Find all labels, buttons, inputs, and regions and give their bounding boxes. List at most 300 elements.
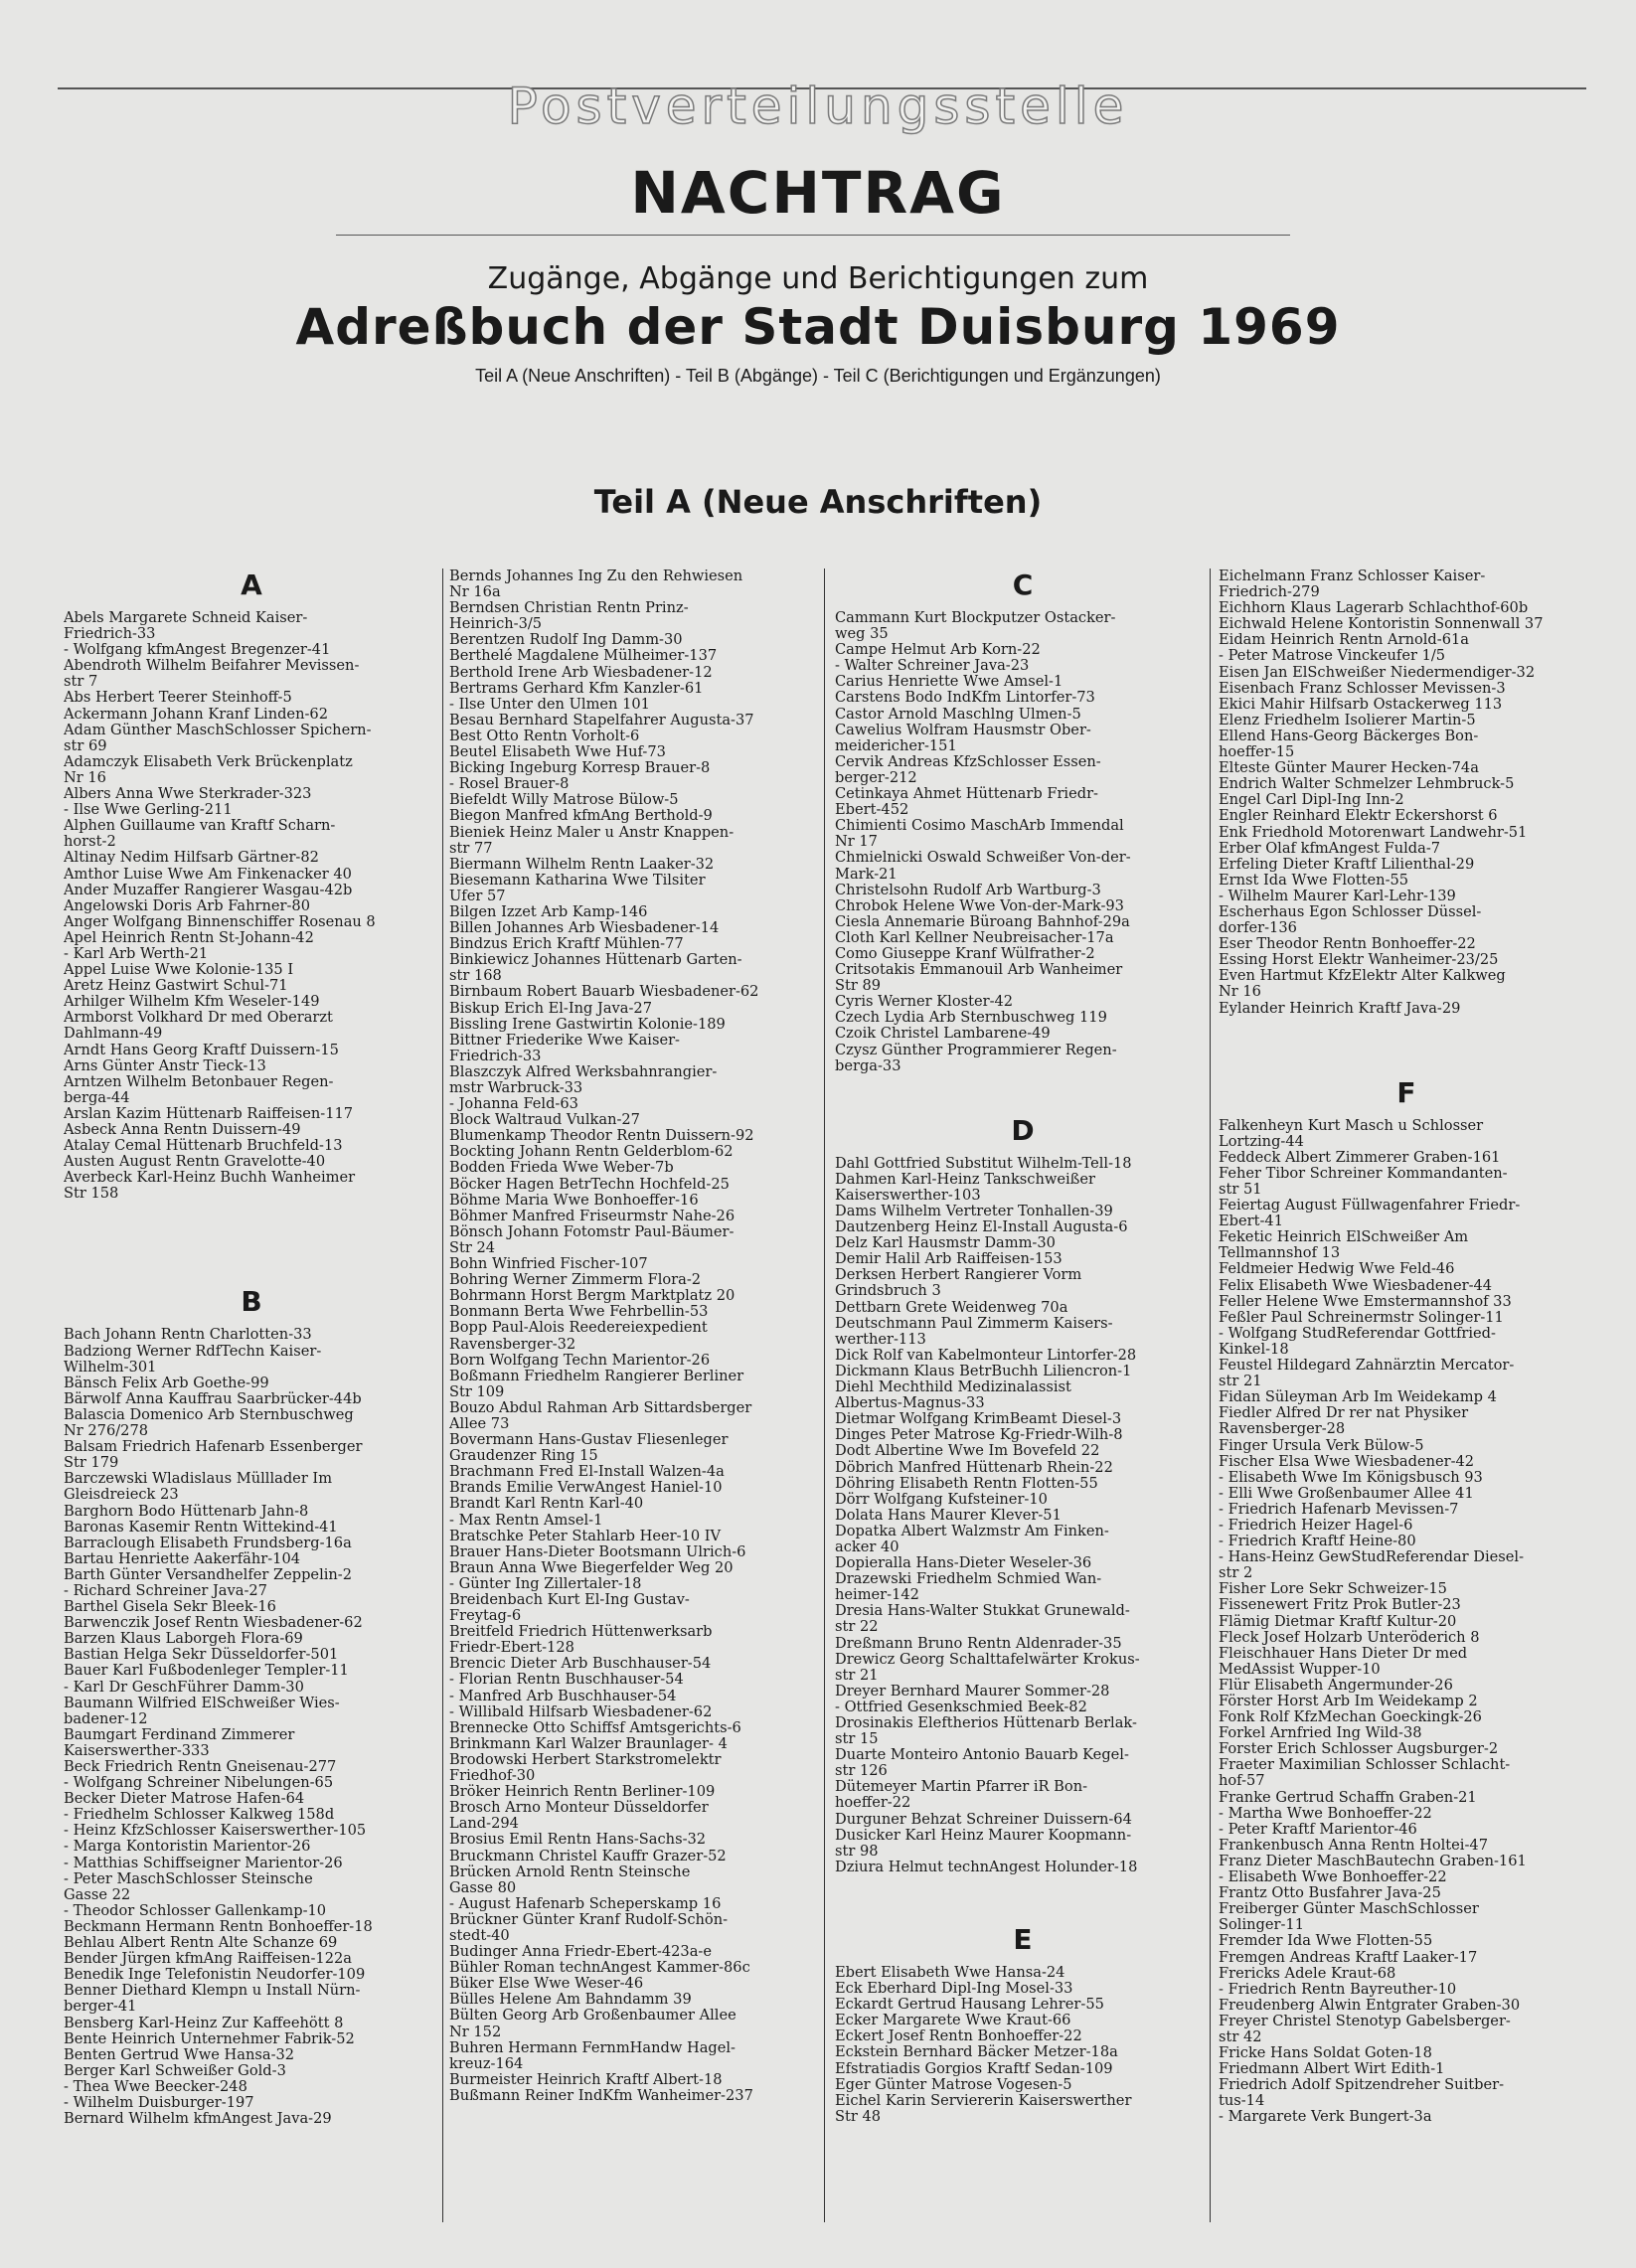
directory-entry: Beckmann Hermann Rentn Bonhoeffer-18: [64, 1917, 373, 1935]
directory-entry: Nr 16: [1219, 983, 1261, 1001]
directory-entry: - Friedrich Hafenarb Mevissen-7: [1219, 1500, 1459, 1518]
directory-entry: Dams Wilhelm Vertreter Tonhallen-39: [835, 1203, 1113, 1219]
directory-entry: Bröker Heinrich Rentn Berliner-109: [449, 1783, 716, 1801]
directory-entry: Nr 276/278: [64, 1422, 149, 1440]
directory-entry: Eser Theodor Rentn Bonhoeffer-22: [1219, 935, 1476, 953]
letter-heading: C: [1012, 568, 1034, 601]
directory-entry: Biefeldt Willy Matrose Bülow-5: [449, 791, 679, 809]
directory-entry: Best Otto Rentn Vorholt-6: [449, 727, 640, 744]
directory-entry: Dickmann Klaus BetrBuchh Liliencron-1: [835, 1362, 1132, 1379]
directory-entry: Cawelius Wolfram Hausmstr Ober-: [835, 721, 1091, 738]
directory-entry: Dusicker Karl Heinz Maurer Koopmann-: [835, 1826, 1132, 1844]
directory-entry: - Elisabeth Wwe Im Königsbusch 93: [1219, 1468, 1483, 1486]
directory-entry: Arndt Hans Georg Kraftf Duissern-15: [64, 1041, 339, 1058]
directory-entry: Brandt Karl Rentn Karl-40: [449, 1495, 644, 1513]
directory-entry: Breidenbach Kurt El-Ing Gustav-: [449, 1591, 690, 1608]
directory-entry: Angelowski Doris Arb Fahrner-80: [64, 896, 310, 914]
directory-entry: Tellmannshof 13: [1219, 1244, 1341, 1262]
directory-entry: Abendroth Wilhelm Beifahrer Mevissen-: [64, 657, 360, 675]
directory-entry: Cervik Andreas KfzSchlosser Essen-: [835, 752, 1101, 770]
directory-entry: Heinrich-3/5: [449, 615, 543, 633]
directory-entry: Balsam Friedrich Hafenarb Essenberger: [64, 1438, 363, 1456]
directory-entry: Falkenheyn Kurt Masch u Schlosser: [1219, 1116, 1484, 1134]
directory-entry: str 15: [835, 1730, 879, 1748]
directory-entry: Solinger-11: [1219, 1916, 1304, 1934]
directory-entry: Dreßmann Bruno Rentn Aldenrader-35: [835, 1634, 1122, 1652]
directory-entry: Ufer 57: [449, 887, 506, 904]
directory-entry: Eckert Josef Rentn Bonhoeffer-22: [835, 2027, 1082, 2045]
directory-entry: berga-33: [835, 1056, 901, 1074]
directory-entry: Demir Halil Arb Raiffeisen-153: [835, 1250, 1063, 1268]
directory-entry: Bonmann Berta Wwe Fehrbellin-53: [449, 1303, 709, 1321]
directory-entry: - Wolfgang StudReferendar Gottfried-: [1219, 1324, 1496, 1342]
directory-entry: Feßler Paul Schreinermstr Solinger-11: [1219, 1308, 1504, 1326]
directory-entry: meidericher-151: [835, 736, 957, 754]
directory-entry: Arntzen Wilhelm Betonbauer Regen-: [64, 1072, 334, 1090]
directory-entry: Brücken Arnold Rentn Steinsche: [449, 1863, 691, 1880]
directory-entry: Biskup Erich El-Ing Java-27: [449, 999, 653, 1017]
directory-entry: Dreyer Bernhard Maurer Sommer-28: [835, 1682, 1110, 1700]
directory-entry: Born Wolfgang Techn Marientor-26: [449, 1351, 711, 1369]
directory-entry: - Johanna Feld-63: [449, 1095, 578, 1113]
directory-entry: heimer-142: [835, 1586, 919, 1604]
directory-entry: Chrobok Helene Wwe Von-der-Mark-93: [835, 896, 1124, 914]
directory-entry: Bittner Friederike Wwe Kaiser-: [449, 1031, 680, 1049]
directory-entry: Czysz Günther Programmierer Regen-: [835, 1041, 1117, 1058]
directory-entry: Friedrich-33: [64, 625, 156, 643]
directory-entry: Str 24: [449, 1238, 496, 1256]
directory-entry: berger-212: [835, 768, 917, 786]
directory-entry: Fidan Süleyman Arb Im Weidekamp 4: [1219, 1388, 1497, 1406]
directory-entry: Bindzus Erich Kraftf Mühlen-77: [449, 935, 684, 953]
directory-entry: Appel Luise Wwe Kolonie-135 I: [64, 961, 294, 979]
directory-entry: Mark-21: [835, 865, 898, 883]
directory-entry: Friedr-Ebert-128: [449, 1639, 574, 1657]
directory-entry: berga-44: [64, 1088, 130, 1106]
directory-entry: Apel Heinrich Rentn St-Johann-42: [64, 928, 314, 946]
directory-entry: Ravensberger-32: [449, 1335, 576, 1353]
directory-entry: Austen August Rentn Gravelotte-40: [64, 1153, 326, 1171]
directory-entry: str 2: [1219, 1564, 1253, 1582]
directory-entry: Dresia Hans-Walter Stukkat Grunewald-: [835, 1602, 1130, 1620]
directory-entry: Enk Friedhold Motorenwart Landwehr-51: [1219, 823, 1528, 841]
directory-entry: Frantz Otto Busfahrer Java-25: [1219, 1884, 1441, 1902]
section-title: Teil A (Neue Anschriften): [593, 483, 1043, 521]
directory-entry: Endrich Walter Schmelzer Lehmbruck-5: [1219, 775, 1515, 793]
directory-entry: Bülten Georg Arb Großenbaumer Allee: [449, 2007, 736, 2025]
directory-entry: Kaiserswerther-333: [64, 1741, 210, 1759]
directory-entry: Alphen Guillaume van Kraftf Scharn-: [64, 817, 336, 835]
directory-entry: berger-41: [64, 1998, 137, 2016]
directory-entry: Carius Henriette Wwe Amsel-1: [835, 673, 1063, 691]
directory-entry: kreuz-164: [449, 2054, 524, 2072]
directory-entry: Str 179: [64, 1454, 119, 1472]
directory-entry: hoeffer-22: [835, 1794, 911, 1812]
directory-entry: Breitfeld Friedrich Hüttenwerksarb: [449, 1623, 713, 1641]
directory-entry: Diehl Mechthild Medizinalassist: [835, 1378, 1071, 1396]
directory-entry: Atalay Cemal Hüttenarb Bruchfeld-13: [64, 1137, 343, 1155]
directory-entry: Bruckmann Christel Kauffr Grazer-52: [449, 1847, 727, 1864]
directory-entry: - Friedrich Heizer Hagel-6: [1219, 1516, 1413, 1534]
directory-entry: Brinkmann Karl Walzer Braunlager- 4: [449, 1734, 728, 1752]
directory-entry: Chmielnicki Oswald Schweißer Von-der-: [835, 849, 1131, 867]
directory-entry: Ellend Hans-Georg Bäckerges Bon-: [1219, 727, 1479, 744]
directory-entry: Eck Eberhard Dipl-Ing Mosel-33: [835, 1980, 1073, 1998]
letter-heading: F: [1396, 1075, 1416, 1109]
directory-entry: Bönsch Johann Fotomstr Paul-Bäumer-: [449, 1222, 735, 1240]
directory-entry: Barzen Klaus Laborgeh Flora-69: [64, 1630, 303, 1648]
directory-entry: Fraeter Maximilian Schlosser Schlacht-: [1219, 1756, 1511, 1774]
directory-entry: Böhmer Manfred Friseurmstr Nahe-26: [449, 1207, 736, 1224]
directory-entry: Felix Elisabeth Wwe Wiesbadener-44: [1219, 1276, 1493, 1294]
directory-entry: str 69: [64, 736, 107, 754]
directory-entry: Bänsch Felix Arb Goethe-99: [64, 1374, 269, 1391]
directory-entry: Feketic Heinrich ElSchweißer Am: [1219, 1228, 1469, 1246]
directory-entry: Drosinakis Eleftherios Hüttenarb Berlak-: [835, 1714, 1137, 1731]
directory-entry: Freudenberg Alwin Entgrater Graben-30: [1219, 1996, 1521, 2014]
directory-entry: werther-113: [835, 1330, 926, 1348]
directory-entry: Block Waltraud Vulkan-27: [449, 1111, 640, 1129]
directory-entry: hoeffer-15: [1219, 743, 1295, 761]
directory-entry: Altinay Nedim Hilfsarb Gärtner-82: [64, 849, 319, 867]
directory-entry: Czoik Christel Lambarene-49: [835, 1025, 1051, 1043]
directory-entry: Fleischhauer Hans Dieter Dr med: [1219, 1644, 1468, 1662]
directory-entry: Ravensberger-28: [1219, 1420, 1346, 1438]
directory-entry: Duarte Monteiro Antonio Bauarb Kegel-: [835, 1746, 1129, 1764]
directory-entry: Bente Heinrich Unternehmer Fabrik-52: [64, 2029, 355, 2047]
directory-entry: Franke Gertrud Schaffn Graben-21: [1219, 1788, 1477, 1806]
directory-entry: Freytag-6: [449, 1607, 522, 1625]
directory-entry: Bovermann Hans-Gustav Fliesenleger: [449, 1431, 729, 1449]
directory-entry: Czech Lydia Arb Sternbuschweg 119: [835, 1009, 1107, 1027]
directory-entry: Fremder Ida Wwe Flotten-55: [1219, 1932, 1433, 1950]
directory-entry: Escherhaus Egon Schlosser Düssel-: [1219, 902, 1482, 920]
directory-entry: Christelsohn Rudolf Arb Wartburg-3: [835, 881, 1101, 898]
directory-entry: - Karl Dr GeschFührer Damm-30: [64, 1678, 304, 1696]
directory-entry: Friedmann Albert Wirt Edith-1: [1219, 2060, 1445, 2078]
directory-entry: Campe Helmut Arb Korn-22: [835, 641, 1041, 659]
directory-entry: Eichel Karin Serviererin Kaiserswerther: [835, 2091, 1132, 2109]
directory-entry: - Matthias Schiffseigner Marientor-26: [64, 1854, 343, 1871]
directory-entry: - Friedhelm Schlosser Kalkweg 158d: [64, 1806, 335, 1824]
directory-entry: Barczewski Wladislaus Mülllader Im: [64, 1470, 333, 1488]
directory-entry: Bender Jürgen kfmAng Raiffeisen-122a: [64, 1950, 352, 1968]
directory-entry: Bohrmann Horst Bergm Marktplatz 20: [449, 1287, 736, 1305]
directory-entry: - Willibald Hilfsarb Wiesbadener-62: [449, 1702, 713, 1720]
directory-entry: str 21: [1219, 1373, 1262, 1390]
directory-entry: Forster Erich Schlosser Augsburger-2: [1219, 1740, 1499, 1758]
directory-entry: Biermann Wilhelm Rentn Laaker-32: [449, 855, 715, 873]
directory-entry: Finger Ursula Verk Bülow-5: [1219, 1436, 1424, 1454]
directory-entry: Dautzenberg Heinz El-Install Augusta-6: [835, 1218, 1128, 1236]
directory-entry: Bastian Helga Sekr Düsseldorfer-501: [64, 1646, 339, 1664]
directory-entry: Brückner Günter Kranf Rudolf-Schön-: [449, 1910, 729, 1928]
directory-entry: Brodowski Herbert Starkstromelektr: [449, 1750, 722, 1768]
directory-entry: - Wilhelm Duisburger-197: [64, 2093, 254, 2111]
directory-entry: Graudenzer Ring 15: [449, 1447, 598, 1465]
directory-entry: Eger Günter Matrose Vogesen-5: [835, 2075, 1072, 2093]
directory-entry: Como Giuseppe Kranf Wülfrather-2: [835, 944, 1095, 962]
directory-entry: Birnbaum Robert Bauarb Wiesbadener-62: [449, 983, 759, 1001]
directory-entry: Fleck Josef Holzarb Unteröderich 8: [1219, 1628, 1480, 1646]
directory-entry: Bicking Ingeburg Korresp Brauer-8: [449, 759, 711, 777]
directory-entry: Feher Tibor Schreiner Kommandanten-: [1219, 1164, 1508, 1182]
directory-entry: Ebert Elisabeth Wwe Hansa-24: [835, 1963, 1065, 1981]
directory-entry: Fiedler Alfred Dr rer nat Physiker: [1219, 1404, 1469, 1422]
directory-entry: - Max Rentn Amsel-1: [449, 1511, 603, 1529]
directory-entry: Behlau Albert Rentn Alte Schanze 69: [64, 1934, 338, 1952]
directory-entry: Förster Horst Arb Im Weidekamp 2: [1219, 1693, 1478, 1709]
directory-entry: hof-57: [1219, 1772, 1265, 1790]
directory-entry: Brennecke Otto Schiffsf Amtsgerichts-6: [449, 1718, 741, 1736]
directory-entry: Binkiewicz Johannes Hüttenarb Garten-: [449, 951, 742, 969]
directory-entry: Ackermann Johann Kranf Linden-62: [64, 705, 328, 723]
directory-entry: Engler Reinhard Elektr Eckershorst 6: [1219, 807, 1498, 825]
directory-entry: Bußmann Reiner IndKfm Wanheimer-237: [449, 2086, 753, 2104]
directory-entry: Friedrich Adolf Spitzendreher Suitber-: [1219, 2076, 1504, 2094]
directory-entry: - Heinz KfzSchlosser Kaiserswerther-105: [64, 1822, 367, 1840]
column-divider: [442, 568, 443, 2222]
directory-entry: Dick Rolf van Kabelmonteur Lintorfer-28: [835, 1346, 1137, 1364]
directory-entry: str 126: [835, 1762, 888, 1780]
directory-column-1: [64, 568, 439, 2238]
directory-entry: Erfeling Dieter Kraftf Lilienthal-29: [1219, 855, 1475, 873]
letter-heading: E: [1013, 1922, 1033, 1956]
directory-entry: Aretz Heinz Gastwirt Schul-71: [64, 977, 288, 995]
directory-entry: str 22: [835, 1618, 879, 1636]
directory-entry: Bertrams Gerhard Kfm Kanzler-61: [449, 679, 704, 697]
directory-entry: tus-14: [1219, 2092, 1265, 2110]
directory-entry: Bülles Helene Am Bahndamm 39: [449, 1991, 692, 2009]
directory-entry: MedAssist Wupper-10: [1219, 1660, 1381, 1678]
directory-entry: Beck Friedrich Rentn Gneisenau-277: [64, 1758, 337, 1775]
directory-entry: Baumann Wilfried ElSchweißer Wies-: [64, 1694, 340, 1711]
directory-entry: Barth Günter Versandhelfer Zeppelin-2: [64, 1565, 353, 1583]
directory-entry: Dahl Gottfried Substitut Wilhelm-Tell-18: [835, 1154, 1132, 1172]
directory-entry: Ciesla Annemarie Büroang Bahnhof-29a: [835, 912, 1130, 930]
directory-entry: - Peter Kraftf Marientor-46: [1219, 1820, 1417, 1838]
directory-entry: Dettbarn Grete Weidenweg 70a: [835, 1298, 1068, 1316]
directory-entry: Barraclough Elisabeth Frundsberg-16a: [64, 1534, 352, 1551]
directory-entry: Adamczyk Elisabeth Verk Brückenplatz: [64, 752, 353, 770]
directory-entry: Braun Anna Wwe Biegerfelder Weg 20: [449, 1558, 734, 1576]
directory-entry: Friedhof-30: [449, 1767, 536, 1785]
directory-entry: Ebert-41: [1219, 1213, 1283, 1230]
directory-entry: Friedrich-279: [1219, 583, 1320, 601]
directory-entry: Baronas Kasemir Rentn Wittekind-41: [64, 1518, 338, 1536]
directory-entry: badener-12: [64, 1709, 148, 1727]
directory-entry: Bohring Werner Zimmerm Flora-2: [449, 1271, 702, 1289]
directory-entry: Buhren Hermann FernmHandw Hagel-: [449, 2038, 736, 2056]
directory-entry: Fisher Lore Sekr Schweizer-15: [1219, 1580, 1447, 1598]
directory-entry: Brands Emilie VerwAngest Haniel-10: [449, 1479, 723, 1497]
directory-entry: - Peter Matrose Vinckeufer 1/5: [1219, 647, 1446, 665]
directory-entry: Land-294: [449, 1815, 519, 1833]
directory-entry: Bissling Irene Gastwirtin Kolonie-189: [449, 1015, 726, 1033]
directory-entry: Anger Wolfgang Binnenschiffer Rosenau 8: [64, 912, 376, 930]
directory-entry: Berger Karl Schweißer Gold-3: [64, 2061, 286, 2079]
directory-entry: - Karl Arb Werth-21: [64, 944, 209, 962]
directory-entry: Eichelmann Franz Schlosser Kaiser-: [1219, 568, 1486, 584]
directory-entry: Arhilger Wilhelm Kfm Weseler-149: [64, 993, 320, 1011]
directory-entry: Baumgart Ferdinand Zimmerer: [64, 1725, 295, 1743]
directory-entry: Freyer Christel Stenotyp Gabelsberger-: [1219, 2012, 1511, 2029]
directory-entry: Cyris Werner Kloster-42: [835, 993, 1014, 1011]
directory-entry: Grindsbruch 3: [835, 1282, 941, 1300]
directory-entry: Dütemeyer Martin Pfarrer iR Bon-: [835, 1778, 1088, 1796]
directory-entry: mstr Warbruck-33: [449, 1079, 583, 1096]
directory-entry: - Friedrich Kraftf Heine-80: [1219, 1533, 1416, 1550]
directory-entry: Str 89: [835, 977, 882, 995]
directory-entry: horst-2: [64, 833, 116, 851]
directory-entry: Feller Helene Wwe Emstermannshof 33: [1219, 1292, 1512, 1310]
directory-entry: Bauer Karl Fußbodenleger Templer-11: [64, 1662, 349, 1680]
directory-entry: str 21: [835, 1666, 879, 1684]
directory-entry: Lortzing-44: [1219, 1132, 1304, 1150]
directory-entry: Albertus-Magnus-33: [835, 1394, 985, 1412]
directory-entry: Ebert-452: [835, 801, 909, 819]
directory-entry: Budinger Anna Friedr-Ebert-423a-e: [449, 1943, 712, 1961]
directory-entry: Efstratiadis Gorgios Kraftf Sedan-109: [835, 2059, 1113, 2077]
directory-entry: - Friedrich Rentn Bayreuther-10: [1219, 1980, 1457, 1998]
postverteilungsstelle-stamp: Postverteilungsstelle: [507, 78, 1129, 135]
directory-entry: - Martha Wwe Bonhoeffer-22: [1219, 1804, 1432, 1822]
directory-entry: Dahmen Karl-Heinz Tankschweißer: [835, 1170, 1096, 1188]
directory-entry: Bühler Roman technAngest Kammer-86c: [449, 1959, 750, 1977]
directory-entry: Elteste Günter Maurer Hecken-74a: [1219, 759, 1479, 777]
directory-entry: Bopp Paul-Alois Reedereiexpedient: [449, 1319, 708, 1337]
directory-entry: Döbrich Manfred Hüttenarb Rhein-22: [835, 1458, 1113, 1476]
directory-entry: Dodt Albertine Wwe Im Bovefeld 22: [835, 1442, 1100, 1460]
directory-entry: Feldmeier Hedwig Wwe Feld-46: [1219, 1260, 1455, 1278]
directory-entry: Brauer Hans-Dieter Bootsmann Ulrich-6: [449, 1542, 746, 1560]
directory-entry: Elenz Friedhelm Isolierer Martin-5: [1219, 711, 1476, 729]
directory-entry: Fissenewert Fritz Prok Butler-23: [1219, 1596, 1461, 1614]
directory-entry: - Ilse Unter den Ulmen 101: [449, 695, 650, 713]
directory-entry: - Elli Wwe Großenbaumer Allee 41: [1219, 1484, 1474, 1502]
directory-entry: Eisen Jan ElSchweißer Niedermendiger-32: [1219, 663, 1536, 681]
directory-entry: Ander Muzaffer Rangierer Wasgau-42b: [64, 881, 353, 898]
directory-entry: - Florian Rentn Buschhauser-54: [449, 1671, 684, 1689]
directory-entry: - Rosel Brauer-8: [449, 775, 570, 793]
directory-entry: Chimienti Cosimo MaschArb Immendal: [835, 817, 1124, 835]
directory-entry: Bernard Wilhelm kfmAngest Java-29: [64, 2110, 332, 2128]
directory-entry: Dolata Hans Maurer Klever-51: [835, 1506, 1062, 1524]
directory-entry: Cloth Karl Kellner Neubreisacher-17a: [835, 928, 1114, 946]
directory-entry: Bratschke Peter Stahlarb Heer-10 IV: [449, 1527, 722, 1544]
directory-entry: Blumenkamp Theodor Rentn Duissern-92: [449, 1127, 754, 1145]
directory-column-4: [1219, 568, 1594, 2238]
directory-entry: Flür Elisabeth Angermunder-26: [1219, 1676, 1453, 1694]
directory-entry: Str 158: [64, 1185, 119, 1203]
directory-entry: Benner Diethard Klempn u Install Nürn-: [64, 1982, 361, 2000]
directory-entry: Carstens Bodo IndKfm Lintorfer-73: [835, 689, 1095, 707]
directory-entry: Eisenbach Franz Schlosser Mevissen-3: [1219, 679, 1506, 697]
directory-entry: Averbeck Karl-Heinz Buchh Wanheimer: [64, 1169, 356, 1187]
directory-entry: Fricke Hans Soldat Goten-18: [1219, 2044, 1432, 2062]
directory-entry: Becker Dieter Matrose Hafen-64: [64, 1790, 305, 1808]
title-rule: [336, 235, 1290, 236]
directory-entry: Berthelé Magdalene Mülheimer-137: [449, 647, 718, 665]
directory-entry: Ernst Ida Wwe Flotten-55: [1219, 871, 1409, 889]
directory-entry: - Theodor Schlosser Gallenkamp-10: [64, 1901, 327, 1919]
directory-entry: Wilhelm-301: [64, 1358, 157, 1376]
directory-entry: Engel Carl Dipl-Ing Inn-2: [1219, 791, 1404, 809]
directory-entry: Cetinkaya Ahmet Hüttenarb Friedr-: [835, 785, 1098, 803]
directory-entry: Bärwolf Anna Kauffrau Saarbrücker-44b: [64, 1389, 362, 1407]
directory-entry: Balascia Domenico Arb Sternbuschweg: [64, 1405, 354, 1423]
directory-entry: Gleisdreieck 23: [64, 1486, 179, 1504]
directory-entry: Benedik Inge Telefonistin Neudorfer-109: [64, 1966, 366, 1984]
subtitle: Zugänge, Abgänge und Berichtigungen zum: [487, 261, 1149, 296]
directory-entry: Brosius Emil Rentn Hans-Sachs-32: [449, 1831, 707, 1849]
directory-entry: Berentzen Rudolf Ing Damm-30: [449, 631, 683, 649]
directory-entry: Ecker Margarete Wwe Kraut-66: [835, 2012, 1071, 2029]
directory-entry: Büker Else Wwe Weser-46: [449, 1975, 644, 1993]
directory-entry: Eckardt Gertrud Hausang Lehrer-55: [835, 1996, 1104, 2014]
directory-entry: Fischer Elsa Wwe Wiesbadener-42: [1219, 1452, 1475, 1470]
directory-entry: Beutel Elisabeth Wwe Huf-73: [449, 743, 666, 761]
headline: Adreßbuch der Stadt Duisburg 1969: [295, 298, 1341, 356]
directory-entry: Eichwald Helene Kontoristin Sonnenwall 37: [1219, 615, 1544, 633]
directory-entry: Forkel Arnfried Ing Wild-38: [1219, 1724, 1422, 1742]
directory-entry: Bilgen Izzet Arb Kamp-146: [449, 902, 648, 920]
directory-entry: Gasse 80: [449, 1878, 517, 1896]
directory-entry: - Marga Kontoristin Marientor-26: [64, 1838, 311, 1856]
directory-entry: Bieniek Heinz Maler u Anstr Knappen-: [449, 823, 735, 841]
directory-entry: Bach Johann Rentn Charlotten-33: [64, 1326, 312, 1344]
directory-entry: str 77: [449, 839, 493, 857]
directory-entry: - Günter Ing Zillertaler-18: [449, 1574, 642, 1592]
directory-entry: Brachmann Fred El-Install Walzen-4a: [449, 1463, 725, 1481]
directory-entry: acker 40: [835, 1538, 900, 1555]
directory-entry: Asbeck Anna Rentn Duissern-49: [64, 1121, 301, 1138]
directory-entry: Besau Bernhard Stapelfahrer Augusta-37: [449, 711, 754, 729]
directory-entry: Eidam Heinrich Rentn Arnold-61a: [1219, 631, 1469, 649]
directory-entry: Drazewski Friedhelm Schmied Wan-: [835, 1570, 1102, 1588]
directory-entry: Bernds Johannes Ing Zu den Rehwiesen: [449, 568, 743, 584]
directory-entry: str 7: [64, 673, 98, 691]
directory-entry: Bodden Frieda Wwe Weber-7b: [449, 1159, 674, 1177]
directory-entry: Franz Dieter MaschBautechn Graben-161: [1219, 1852, 1527, 1869]
directory-entry: Allee 73: [449, 1414, 510, 1432]
directory-entry: - August Hafenarb Scheperskamp 16: [449, 1894, 722, 1912]
directory-entry: Eylander Heinrich Kraftf Java-29: [1219, 999, 1461, 1017]
directory-entry: Fremgen Andreas Kraftf Laaker-17: [1219, 1948, 1478, 1966]
directory-entry: str 42: [1219, 2027, 1262, 2045]
letter-heading: A: [241, 568, 262, 601]
directory-entry: Castor Arnold Maschlng Ulmen-5: [835, 705, 1081, 723]
directory-entry: - Ilse Wwe Gerling-211: [64, 801, 233, 819]
directory-entry: Böcker Hagen BetrTechn Hochfeld-25: [449, 1175, 730, 1193]
directory-entry: Feddeck Albert Zimmerer Graben-161: [1219, 1148, 1501, 1166]
directory-entry: Nr 16a: [449, 583, 501, 601]
directory-entry: Cammann Kurt Blockputzer Ostacker-: [835, 609, 1116, 626]
directory-entry: - Richard Schreiner Java-27: [64, 1581, 267, 1599]
directory-entry: Flämig Dietmar Kraftf Kultur-20: [1219, 1612, 1457, 1630]
directory-entry: Dopatka Albert Walzmstr Am Finken-: [835, 1522, 1109, 1539]
parts-line: Teil A (Neue Anschriften) - Teil B (Abgänge) - Teil C (Berichtigungen und Ergänzungen): [475, 366, 1161, 386]
directory-entry: - Ottfried Gesenkschmied Beek-82: [835, 1698, 1087, 1715]
directory-entry: - Wilhelm Maurer Karl-Lehr-139: [1219, 887, 1456, 904]
directory-entry: Albers Anna Wwe Sterkrader-323: [64, 785, 312, 803]
directory-entry: Barthel Gisela Sekr Bleek-16: [64, 1598, 276, 1616]
directory-entry: - Hans-Heinz GewStudReferendar Diesel-: [1219, 1548, 1525, 1566]
letter-heading: B: [241, 1285, 262, 1319]
directory-entry: Frericks Adele Kraut-68: [1219, 1964, 1396, 1982]
directory-entry: Dietmar Wolfgang KrimBeamt Diesel-3: [835, 1410, 1122, 1428]
directory-entry: Bohn Winfried Fischer-107: [449, 1255, 648, 1273]
